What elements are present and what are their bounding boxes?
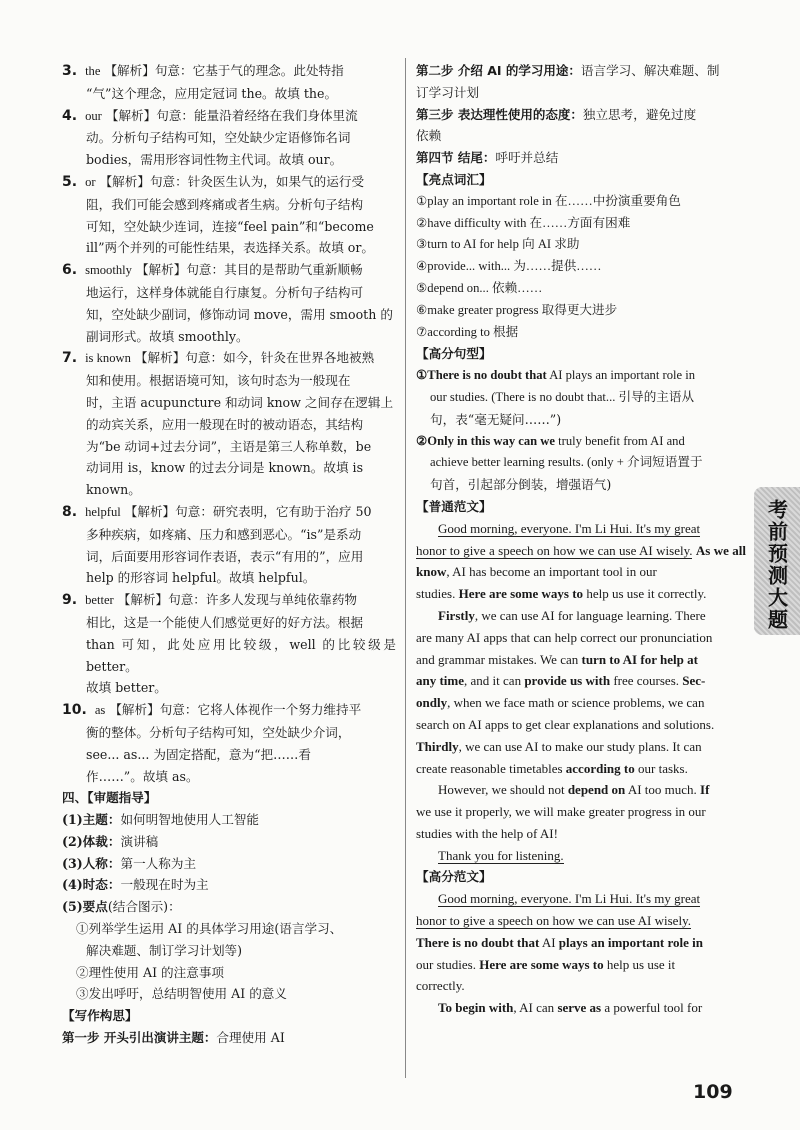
section-heading: 四、【审题指导】 (62, 790, 157, 806)
item-number: 7. (62, 350, 78, 367)
sentence-heading: 【高分句型】 (416, 346, 492, 362)
guide-line (62, 896, 396, 918)
answer-line: 为“be 动词+过去分词”，主语是第三人称单数，be (86, 438, 372, 454)
he-line: To begin with, AI can serve as a powerful tool for (438, 1000, 703, 1016)
answer-line: 相比，这是一个能使人们感觉更好的好方法。根据 (86, 614, 364, 630)
answer-line: bodies，需用形容词性物主代词。故填 our。 (86, 152, 343, 168)
vocab-item: ⑤depend on... 依赖…… (416, 280, 543, 295)
item-explanation: 【解析】句意：其目的是帮助气重新顺畅 (135, 262, 363, 278)
ne-line: we use it properly, we will make greater progress in our (416, 804, 706, 820)
sentence-2: ②Only in this way can we truly benefit from AI and (416, 433, 685, 448)
answer-line: 动。分析句子结构可知，空处缺少定语修饰名词 (86, 130, 351, 146)
ne-line: Firstly, we can use AI for language learning. There (438, 607, 706, 623)
he-line: honor to give a speech on how we can use AI wisely. (416, 913, 691, 929)
sentence-1-l3: 句，表“毫无疑问……”) (430, 411, 562, 427)
vocab-list (416, 191, 746, 344)
ne-line: create reasonable timetables according to our tasks. (416, 760, 688, 776)
he-line: correctly. (416, 978, 465, 994)
ne-line: Good morning, everyone. I'm Li Hui. It's my great (438, 520, 701, 536)
answer-line: 知和使用。根据语境可知，该句时态为一般现在 (86, 373, 351, 389)
answer-line (62, 501, 396, 524)
guide-value: (结合图示)： (107, 899, 181, 915)
answer-line: ill”两个并列的可能性结果，表选择关系。故填 or。 (86, 240, 375, 256)
step2-line-cont: 订学习计划 (416, 84, 479, 100)
item-number: 10. (62, 702, 87, 719)
item-answer: is known (85, 351, 131, 366)
item-number: 9. (62, 592, 78, 609)
item-number: 8. (62, 503, 78, 520)
answer-line (62, 589, 396, 612)
answer-line: 多种疾病，如疼痛、压力和感到恶心。“is”是系动 (86, 526, 362, 542)
guide-line (62, 809, 396, 831)
ne-line: search on AI apps to get clear explanations and solutions. (416, 716, 715, 732)
step1-value: 合理使用 AI (216, 1030, 285, 1046)
step2-line: 第二步 介绍 AI 的学习用途：语言学习、解决难题、制 (416, 63, 720, 78)
vocab-item: ④provide... with... 为……提供…… (416, 259, 602, 274)
item-number: 4. (62, 107, 78, 124)
item-explanation: 【解析】句意：它将人体视作一个努力维持平 (109, 702, 362, 718)
answer-line: than 可知，此处应用比较级，well 的比较级是 better。 (86, 636, 396, 674)
answer-line (62, 259, 396, 282)
step1-key: 第一步 开头引出演讲主题： (62, 1030, 217, 1046)
normal-essay-heading: 【普通范文】 (416, 498, 492, 514)
answer-item (62, 501, 396, 589)
left-column (62, 60, 396, 1049)
item-explanation: 【解析】句意：它基于气的理念。此处特指 (104, 63, 344, 78)
sentence-1: ①There is no doubt that AI plays an important role in (416, 368, 696, 383)
item-number: 6. (62, 262, 78, 279)
sentence-1-l2: our studies. (There is no doubt that... 引导的主语从 (430, 389, 695, 404)
guide-line (62, 831, 396, 853)
ne-line: are many AI apps that can help correct our pronunciation (416, 629, 713, 645)
answer-line: 地运行，这样身体就能自行康复。分析句子结构可 (86, 284, 364, 300)
vocab-item: ⑥make greater progress 取得更大进步 (416, 302, 618, 317)
item-answer: smoothly (85, 263, 132, 278)
high-essay (416, 888, 746, 1019)
answer-line: 故填 better。 (86, 680, 167, 696)
ne-line: ondly, when we face math or science problems, we can (416, 695, 705, 711)
he-line: our studies. Here are some ways to help us use it (416, 956, 676, 972)
guide-value: 演讲稿 (120, 833, 159, 849)
answer-line: 作……”。故填 as。 (86, 768, 199, 784)
item-number: 3. (62, 63, 78, 79)
item-answer: better (85, 593, 114, 608)
writing-heading: 【写作构思】 (62, 1008, 138, 1024)
answer-item (62, 699, 396, 787)
guide-point: ③发出呼吁，总结明智使用 AI 的意义 (76, 986, 287, 1002)
ne-line: any time, and it can provide us with free courses. Sec- (416, 673, 706, 689)
answer-line: 动词用 is，know 的过去分词是 known。故填 is (86, 460, 364, 476)
side-tab-label: 考前预测大题 (764, 499, 789, 631)
high-essay-heading: 【高分范文】 (416, 869, 492, 885)
answer-item (62, 60, 396, 105)
answer-line: 可知，空处缺少连词，连接“feel pain”和“become (86, 218, 374, 234)
guide-key: (4)时态： (62, 877, 121, 893)
answer-item (62, 259, 396, 347)
vocab-item: ③turn to AI for help 向 AI 求助 (416, 237, 580, 252)
item-explanation: 【解析】句意：研究表明，它有助于治疗 50 (124, 503, 372, 519)
page-number: 109 (693, 1081, 733, 1103)
guide-point: 解决难题、制订学习计划等) (86, 942, 243, 958)
sentence-2-l2: achieve better learning results. (only + 介词短语置于 (430, 455, 703, 470)
vocab-item: ⑦according to 根据 (416, 324, 519, 339)
item-answer: or (85, 174, 96, 189)
guide-point: ②理性使用 AI 的注意事项 (76, 964, 225, 980)
ne-line: studies. Here are some ways to help us use it correctly. (416, 586, 707, 602)
item-number: 5. (62, 173, 78, 190)
answer-item (62, 105, 396, 171)
answer-item (62, 347, 396, 501)
answer-item (62, 171, 396, 259)
step3-line: 第三步 表达理性使用的态度：独立思考，避免过度 (416, 106, 697, 122)
answer-line: 词，后面要用形容词作表语，表示“有用的”，应用 (86, 548, 364, 564)
answer-line: “气”这个理念，应用定冠词 the。故填 the。 (86, 85, 338, 101)
guide-key: (5)要点 (62, 899, 108, 915)
answer-line: 知，空处缺少副词，修饰动词 move，需用 smooth 的 (86, 306, 393, 322)
guide-value: 如何明智地使用人工智能 (120, 812, 259, 828)
guide-line (62, 853, 396, 875)
item-answer: our (85, 108, 102, 123)
sentence-2-l3: 句首，引起部分倒装，增强语气) (430, 477, 612, 493)
answer-line (62, 171, 396, 194)
ne-line: However, we should not depend on AI too much. If (438, 782, 710, 798)
answer-line: 阻，我们可能会感到疼痛或者生病。分析句子结构 (86, 196, 364, 212)
side-tab (754, 487, 800, 635)
guide-key: (2)体裁： (62, 833, 121, 849)
step1-line (62, 1027, 396, 1049)
answer-line: see... as... 为固定搭配，意为“把……看 (86, 746, 311, 762)
guide-line (62, 874, 396, 896)
answer-item (62, 589, 396, 699)
step4-line: 第四节 结尾：呼吁并总结 (416, 150, 559, 166)
guide-key: (3)人称： (62, 855, 121, 871)
item-answer: the (85, 64, 101, 78)
he-line: There is no doubt that AI plays an important role in (416, 934, 704, 950)
he-line: Good morning, everyone. I'm Li Hui. It's my great (438, 891, 701, 907)
item-explanation: 【解析】句意：许多人发现与单纯依靠药物 (117, 592, 358, 608)
answer-line: 副词形式。故填 smoothly。 (86, 328, 249, 344)
answer-line (62, 347, 396, 370)
column-divider (405, 58, 406, 1078)
step3-line-cont: 依赖 (416, 128, 442, 144)
right-column (416, 60, 746, 1019)
item-explanation: 【解析】句意：如今，针灸在世界各地被熟 (134, 350, 375, 366)
ne-line: studies with the help of AI! (416, 825, 558, 841)
ne-line: Thank you for listening. (438, 847, 564, 863)
ne-line: and grammar mistakes. We can turn to AI for help at (416, 651, 698, 667)
ne-line: honor to give a speech on how we can use AI wisely. As we all know, AI has become an important tool in our (416, 542, 746, 580)
normal-essay (416, 518, 746, 867)
vocab-item: ①play an important role in 在……中扮演重要角色 (416, 193, 681, 208)
answer-line (62, 105, 396, 128)
item-explanation: 【解析】句意：针灸医生认为，如果气的运行受 (99, 173, 365, 189)
answer-line: help 的形容词 helpful。故填 helpful。 (86, 570, 316, 586)
answer-line (62, 699, 396, 722)
item-answer: as (94, 703, 106, 718)
ne-line: Thirdly, we can use AI to make our study plans. It can (416, 738, 702, 754)
vocab-item: ②have difficulty with 在……方面有困难 (416, 215, 631, 230)
answer-line: 衡的整体。分析句子结构可知，空处缺少介词， (86, 724, 351, 740)
answer-line: 时，主语 acupuncture 和动词 know 之间存在逻辑上 (86, 394, 394, 410)
item-explanation: 【解析】句意：能量沿着经络在我们身体里流 (105, 107, 358, 123)
answer-line (62, 60, 396, 83)
guide-value: 一般现在时为主 (120, 877, 209, 893)
item-answer: helpful (85, 504, 121, 519)
guide-key: (1)主题： (62, 812, 121, 828)
guide-value: 第一人称为主 (120, 855, 197, 871)
answer-line: 的动宾关系，应用一般现在时的被动语态，其结构 (86, 416, 364, 432)
vocab-heading: 【亮点词汇】 (416, 171, 492, 187)
answer-line: known。 (86, 482, 141, 498)
guide-point: ①列举学生运用 AI 的具体学习用途(语言学习、 (76, 921, 343, 937)
